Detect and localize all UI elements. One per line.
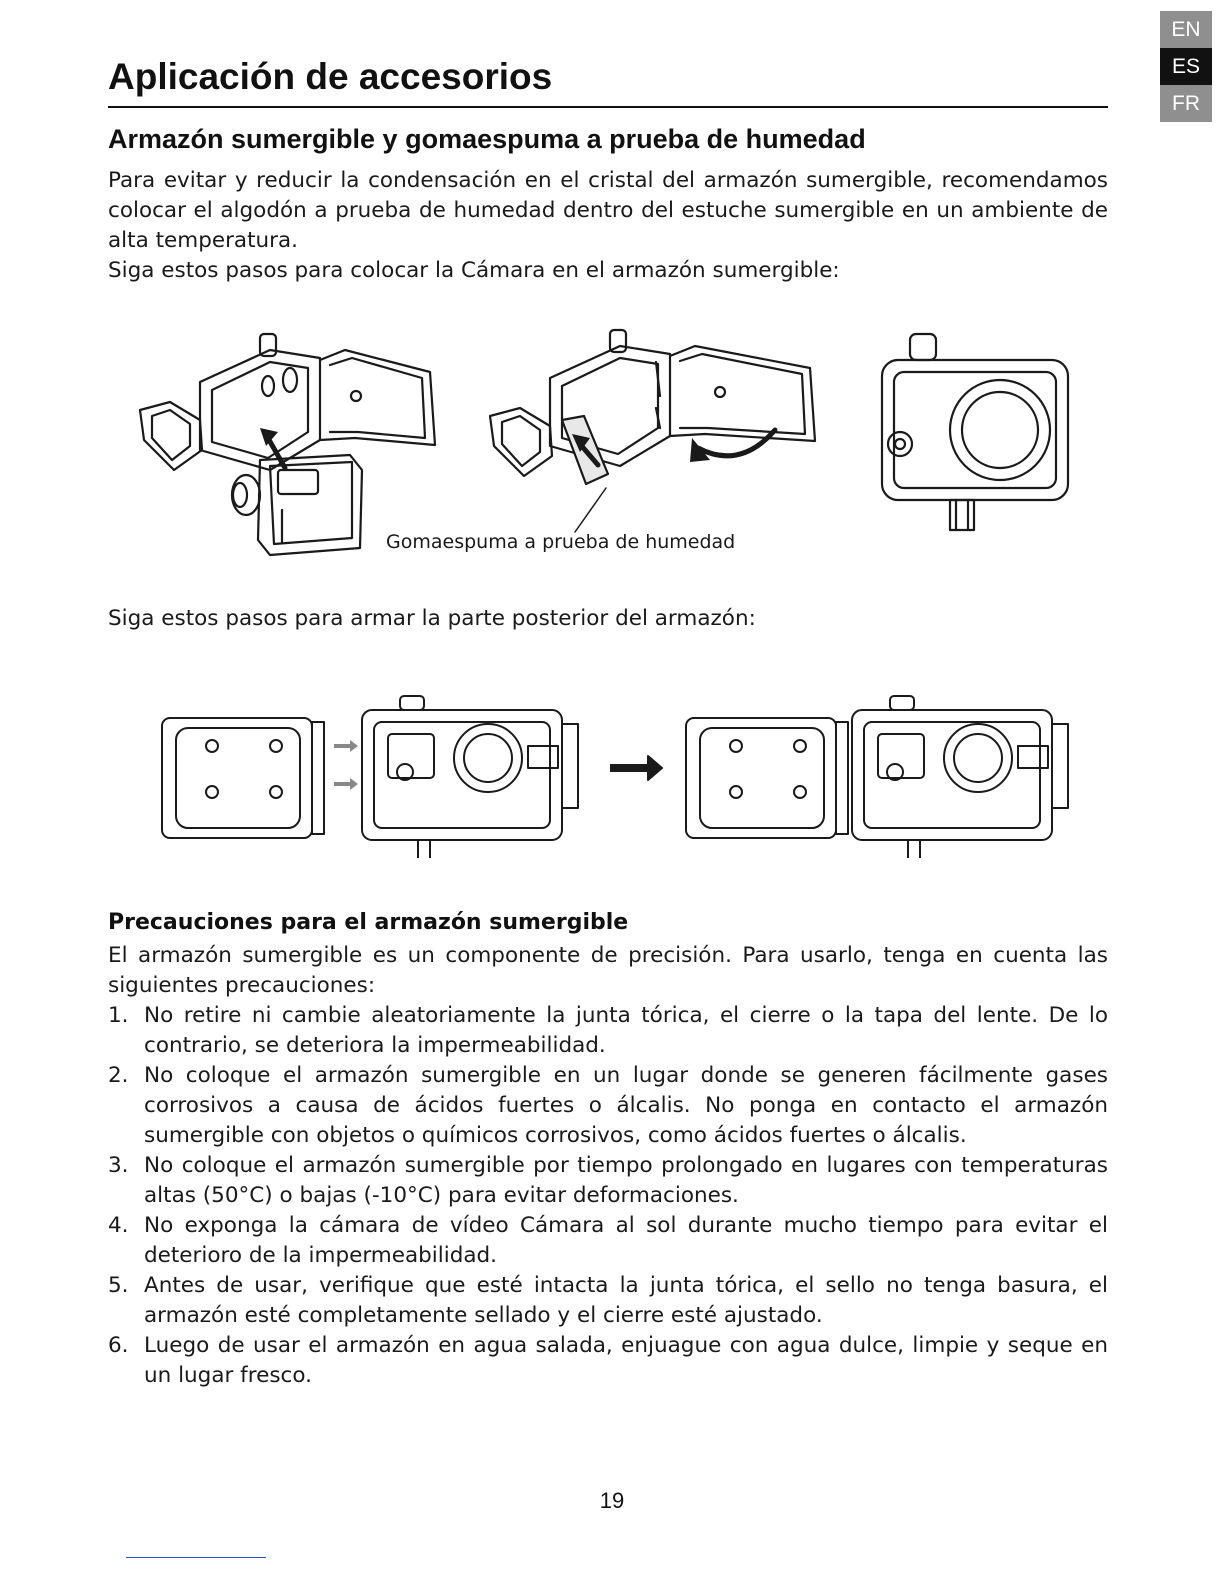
list-item: 3. No coloque el armazón sumergible por tiempo prolongado en lugares con temperaturas altas (50°C) o bajas (-10°C) para evitar deformaciones. xyxy=(108,1153,1108,1208)
page-number: 19 xyxy=(599,1488,625,1513)
foam-label: Gomaespuma a prueba de humedad xyxy=(386,531,736,553)
lang-tab-es[interactable]: ES xyxy=(1160,48,1212,85)
lang-tab-en[interactable]: EN xyxy=(1160,11,1212,48)
section-subtitle: Armazón sumergible y gomaespuma a prueba de humedad xyxy=(108,124,866,154)
precautions-list xyxy=(108,1001,1108,1391)
assembled-housing-icon xyxy=(686,696,1068,858)
list-item: 1. No retire ni cambie aleatoriamente la junta tórica, el cierre o la tapa del lente. De lo contrario, se deteriora la impermeabilidad. xyxy=(108,1003,1108,1058)
precautions-heading: Precauciones para el armazón sumergible xyxy=(108,910,629,935)
housing-body-icon xyxy=(362,696,578,858)
footer-divider xyxy=(126,1557,266,1558)
page-title: Aplicación de accesorios xyxy=(108,56,553,97)
open-housing-icon xyxy=(140,334,435,470)
list-item: 2. No coloque el armazón sumergible en un lugar donde se generen fácilmente gases corrosivos a causa de ácidos fuertes o álcalis. No ponga en contacto el armazón sumergible con objetos o químicos corrosivos, como ácidos fuertes o álcalis. xyxy=(108,1063,1108,1148)
list-item: 5. Antes de usar, verifique que esté intacta la junta tórica, el sello no tenga basura, el armazón esté completamente sellado y el cierre esté ajustado. xyxy=(108,1273,1108,1328)
rear-door-assembly-illustration xyxy=(150,688,1070,858)
lang-tab-fr[interactable]: FR xyxy=(1160,85,1212,122)
camera-steps-intro: Siga estos pasos para colocar la Cámara en el armazón sumergible: xyxy=(108,258,840,283)
title-divider xyxy=(108,106,1108,108)
insert-arrow-icon xyxy=(268,438,285,468)
open-housing-foam-icon xyxy=(490,330,815,484)
precautions-intro: El armazón sumergible es un componente de precisión. Para usarlo, tenga en cuenta las siguientes precauciones: xyxy=(108,943,1108,998)
intro-paragraph: Para evitar y reducir la condensación en el cristal del armazón sumergible, recomendamos colocar el algodón a prueba de humedad dentro del estuche sumergible en un ambiente de alta temperatura. xyxy=(108,168,1108,253)
back-door-icon xyxy=(162,718,324,838)
list-item: 4. No exponga la cámara de vídeo Cámara al sol durante mucho tiempo para evitar el deterioro de la impermeabilidad. xyxy=(108,1213,1108,1268)
action-camera-icon xyxy=(232,455,362,555)
language-tabs xyxy=(1160,11,1212,122)
list-item: 6. Luego de usar el armazón en agua salada, enjuague con agua dulce, limpie y seque en un lugar fresco. xyxy=(108,1333,1108,1388)
closed-housing-icon xyxy=(882,334,1068,530)
back-steps-intro: Siga estos pasos para armar la parte posterior del armazón: xyxy=(108,606,756,631)
